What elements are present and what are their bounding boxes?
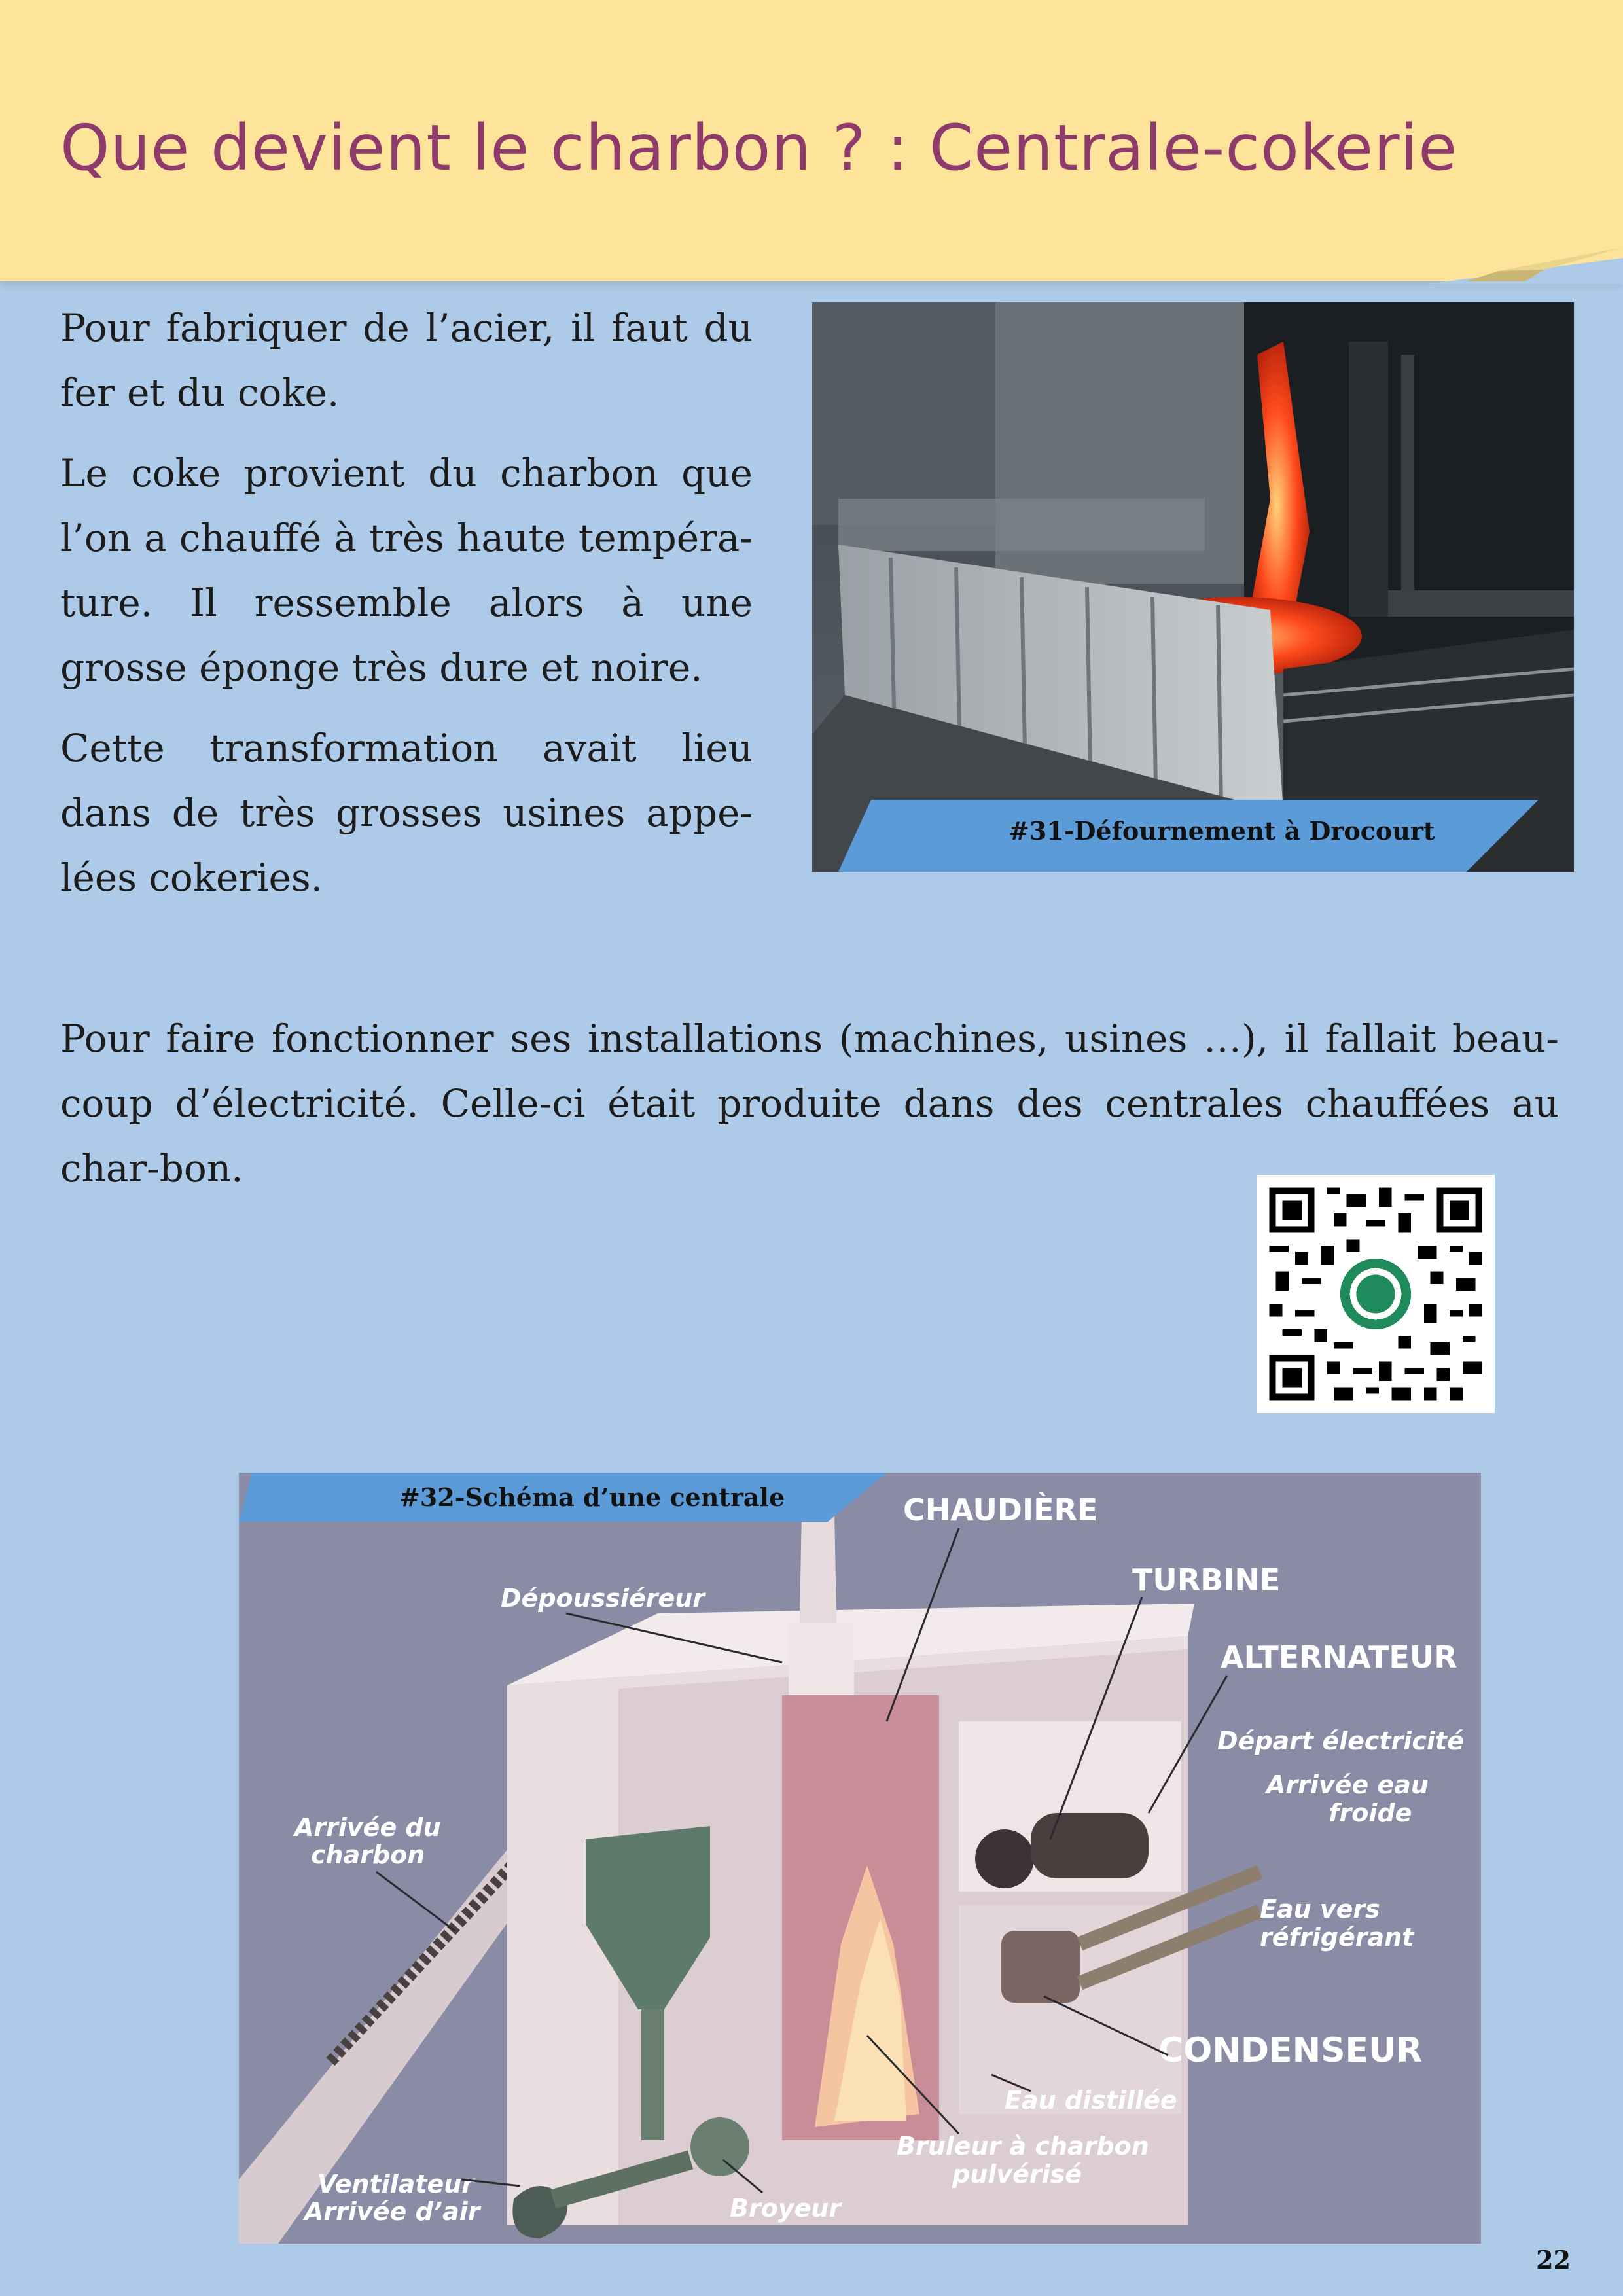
paragraph-electricite: Pour faire fonctionner ses installations (machines, usines …), il fallait beau-coup d’électricité. Celle-ci était produite dans des centrales chauffées au char-bon. xyxy=(60,1016,1559,1191)
label-condenseur: CONDENSEUR xyxy=(1158,2031,1423,2070)
label-bruleur-2: pulvérisé xyxy=(952,2160,1082,2189)
label-broyeur: Broyeur xyxy=(730,2194,842,2223)
diagram-centrale xyxy=(239,1473,1481,2244)
label-chaudiere: CHAUDIÈRE xyxy=(903,1492,1098,1528)
label-ventilateur-2: Arrivée d’air xyxy=(304,2197,480,2226)
label-alternateur: ALTERNATEUR xyxy=(1221,1640,1457,1675)
page-curl-decoration xyxy=(1427,245,1623,284)
label-bruleur-1: Bruleur à charbon xyxy=(897,2132,1149,2161)
label-arrivee-charbon-1: Arrivée du xyxy=(294,1813,441,1842)
page-title: Que devient le charbon ? : Centrale-cokerie xyxy=(60,111,1458,185)
label-arrivee-eau-2: froide xyxy=(1329,1799,1412,1827)
label-eau-vers-1: Eau vers xyxy=(1260,1895,1380,1924)
label-eau-distillee: Eau distillée xyxy=(1005,2086,1177,2115)
qr-code-icon[interactable] xyxy=(1257,1175,1495,1413)
photo-defournement xyxy=(812,302,1574,872)
page-number: 22 xyxy=(1536,2245,1571,2274)
label-depart: Départ électricité xyxy=(1217,1727,1464,1755)
paragraph-coke: Le coke provient du charbon que l’on a chauffé à très haute tempéra-ture. Il ressemble alors à une grosse éponge très dure et noire. xyxy=(60,451,753,690)
label-arrivee-charbon-2: charbon xyxy=(311,1840,425,1869)
label-ventilateur-1: Ventilateur xyxy=(317,2170,474,2198)
label-eau-vers-2: réfrigérant xyxy=(1260,1923,1414,1952)
label-arrivee-eau-1: Arrivée eau xyxy=(1266,1770,1429,1799)
paragraph-cokeries: Cette transformation avait lieu dans de très grosses usines appe-lées cokeries. xyxy=(60,726,753,900)
label-depoussiereur: Dépoussiéreur xyxy=(501,1584,705,1613)
photo-caption: #31-Défournement à Drocourt xyxy=(1008,816,1435,846)
photo-illustration xyxy=(812,302,1574,872)
label-turbine: TURBINE xyxy=(1132,1562,1281,1598)
diagram-caption: #32-Schéma d’une centrale xyxy=(399,1482,785,1512)
paragraph-acier: Pour fabriquer de l’acier, il faut du fer et du coke. xyxy=(60,306,753,415)
power-plant-diagram xyxy=(239,1473,1481,2244)
